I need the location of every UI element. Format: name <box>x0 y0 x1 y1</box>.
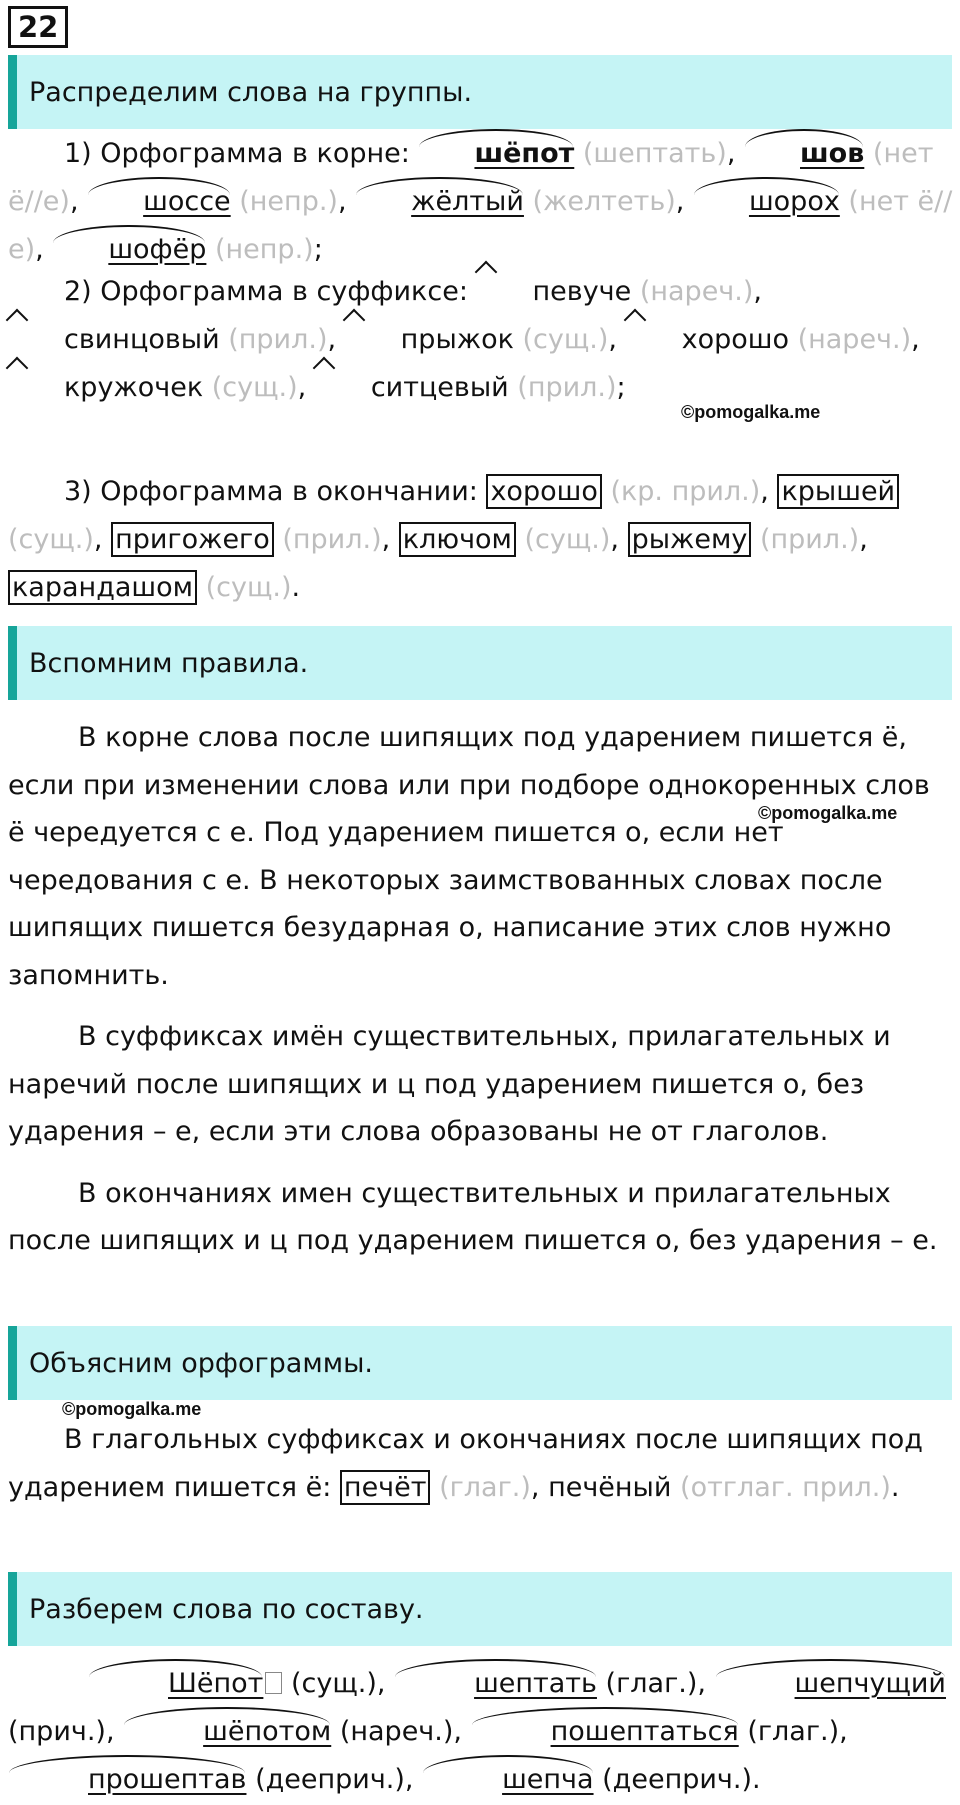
rule-paragraph-2: В суффиксах имён существительных, прилагательных и наречий после шипящих и ц под ударением пишется о, без ударения – е, если эти слова образованы не от глаголов. <box>8 1021 891 1147</box>
section-title: Объясним орфограммы. <box>29 1347 373 1379</box>
groups-ending-paragraph <box>8 468 954 612</box>
hint: (глаг.) <box>605 1668 698 1699</box>
section-title: Вспомним правила. <box>29 647 309 679</box>
morph-block <box>8 1660 954 1804</box>
section-banner-morph <box>8 1572 952 1646</box>
hint: (желтеть) <box>532 186 676 217</box>
groups-suffix-paragraph <box>8 268 954 412</box>
hint: (прил.) <box>282 524 382 555</box>
explain-text: В глагольных суффиксах и окончаниях после шипящих под ударением пишется ё: <box>8 1424 923 1503</box>
word: Шёпот <box>88 1660 263 1708</box>
word: шорох <box>693 178 840 226</box>
suffix-label: 2) Орфограмма в суффиксе: <box>64 276 477 307</box>
word: жёлтый <box>355 178 524 226</box>
hint: (глаг.) <box>439 1472 531 1503</box>
hint: (дееприч.) <box>602 1764 752 1795</box>
watermark: ©pomogalka.me <box>62 1399 202 1419</box>
hint: (отглаг. прил.) <box>680 1472 891 1503</box>
task-number: 22 <box>8 6 68 48</box>
hint: (нареч.) <box>797 324 912 355</box>
word: печёный <box>548 1472 672 1503</box>
hint: (сущ.) <box>522 324 609 355</box>
hint: (нет ё//е) <box>8 186 953 265</box>
word: хорошо <box>626 316 789 364</box>
word: печёт <box>340 1470 431 1505</box>
hint: (сущ.) <box>8 524 94 555</box>
explain-paragraph: В глагольных суффиксах и окончаниях после шипящих под ударением пишется ё: печёт (глаг.), печёный (отглаг. прил.). <box>8 1424 923 1503</box>
word: певуче <box>477 268 632 316</box>
word: карандашом <box>8 570 197 605</box>
rule-paragraph-3: В окончаниях имен существительных и прилагательных после шипящих и ц под ударением пишется о, без ударения – е. <box>8 1177 938 1256</box>
hint: (сущ.) <box>211 372 298 403</box>
word: шепча <box>422 1756 593 1804</box>
watermark: ©pomogalka.me <box>681 402 821 422</box>
hint: (непр.) <box>214 234 314 265</box>
section-banner-explain <box>8 1326 952 1400</box>
word: шёпотом <box>123 1708 331 1756</box>
hint: (прил.) <box>759 524 860 555</box>
hint: (нареч.) <box>339 1716 454 1747</box>
rule-paragraph-1: В корне слова после шипящих под ударением пишется ё, если при изменении слова или при подборе однокоренных слов ё чередуется с е. Под ударением пишется о, если нет чередования с е. В некоторых заимствованных словах после шипящих пишется безударная о, написание этих слов нужно запомнить. <box>8 722 930 991</box>
hint: (сущ.) <box>524 524 611 555</box>
ending-label: 3) Орфограмма в окончании: <box>64 476 487 507</box>
section-title: Разберем слова по составу. <box>29 1593 424 1625</box>
rules-block <box>8 714 954 1265</box>
hint: (шептать) <box>582 138 727 169</box>
word: шофёр <box>52 226 206 274</box>
hint: (непр.) <box>239 186 338 217</box>
word: шёпот <box>418 130 574 178</box>
ending-line: 3) Орфограмма в окончании: хорошо (кр. прил.), крышей (сущ.), пригожего (прил.), ключом (сущ.), рыжему (прил.), карандашом (сущ.). <box>8 468 954 612</box>
suffix-line: 2) Орфограмма в суффиксе: певуче (нареч.), свинцовый (прил.), прыжок (сущ.), хорошо (нареч.), кружочек (сущ.), ситцевый (прил.); <box>8 268 954 412</box>
hint: (сущ.) <box>205 572 292 603</box>
zero-ending-box <box>265 1672 282 1694</box>
groups-root-paragraph <box>8 130 954 274</box>
hint: (прич.) <box>8 1716 106 1747</box>
word: прыжок <box>345 316 514 364</box>
word: пригожего <box>111 522 274 557</box>
section-banner-rules <box>8 626 952 700</box>
word: пошептаться <box>471 1708 739 1756</box>
morph-paragraph: Шёпот (сущ.), шептать (глаг.), шепчущий (прич.), шёпотом (нареч.), пошептаться (глаг.), прошептав (дееприч.), шепча (дееприч.). <box>8 1660 954 1804</box>
section-title: Распределим слова на группы. <box>29 76 473 108</box>
section-banner-groups <box>8 55 952 129</box>
word: шов <box>744 130 864 178</box>
word: крышей <box>777 474 899 509</box>
word: рыжему <box>628 522 752 557</box>
watermark: ©pomogalka.me <box>758 803 898 823</box>
hint: (прил.) <box>517 372 617 403</box>
word: ключом <box>399 522 516 557</box>
hint: (сущ.) <box>290 1668 377 1699</box>
hint: (прил.) <box>228 324 328 355</box>
hint: (нет ё//е) <box>8 138 934 217</box>
hint: (дееприч.) <box>255 1764 405 1795</box>
hint: (нареч.) <box>639 276 754 307</box>
root-label: 1) Орфограмма в корне: <box>64 138 419 169</box>
word: шоссе <box>87 178 231 226</box>
word: ситцевый <box>315 364 509 412</box>
word: кружочек <box>8 364 203 412</box>
word: шептать <box>394 1660 597 1708</box>
word: хорошо <box>486 474 601 509</box>
hint: (глаг.) <box>747 1716 840 1747</box>
word: прошептав <box>8 1756 246 1804</box>
word: свинцовый <box>8 316 220 364</box>
explain-block <box>8 1416 954 1512</box>
hint: (кр. прил.) <box>610 476 761 507</box>
word: шепчущий <box>715 1660 946 1708</box>
root-line: 1) Орфограмма в корне: шёпот (шептать), шов (нет ё//е), шоссе (непр.), жёлтый (желтеть), шорох (нет ё//е), шофёр (непр.); <box>8 130 954 274</box>
